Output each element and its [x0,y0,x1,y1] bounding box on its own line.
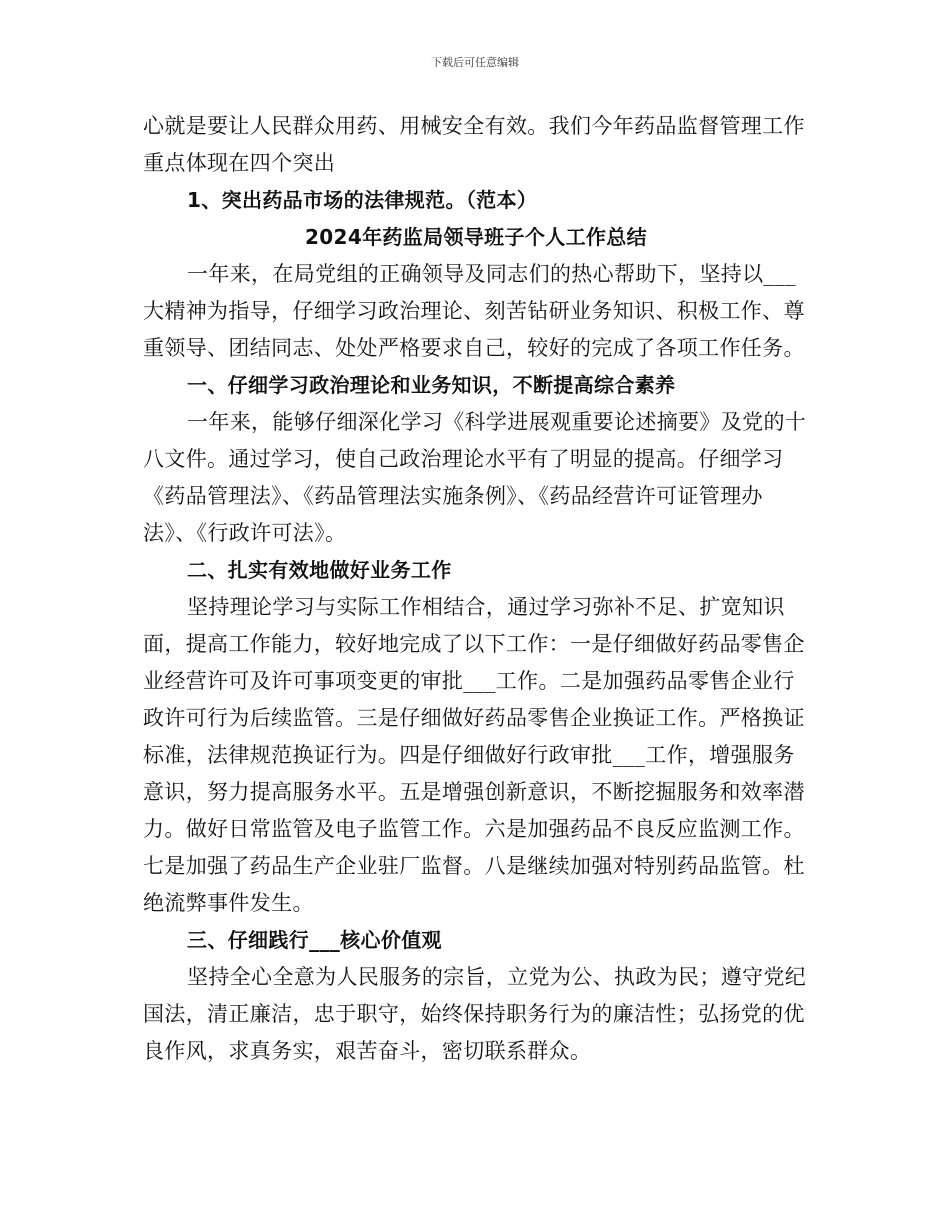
paragraph-work: 坚持理论学习与实际工作相结合，通过学习弥补不足、扩宽知识面，提高工作能力，较好地完成了以下工作：一是仔细做好药品零售企业经营许可及许可事项变更的审批___工作。二是加强药品零售企业行政许可行为后续监管。三是仔细做好药品零售企业换证工作。严格换证标准，法律规范换证行为。四是仔细做好行政审批___工作，增强服务意识，努力提高服务水平。五是增强创新意识，不断挖掘服务和效率潜力。做好日常监管及电子监管工作。六是加强药品不良反应监测工作。七是加强了药品生产企业驻厂监督。八是继续加强对特别药品监管。杜绝流弊事件发生。 [143,595,805,915]
section-heading-3: 三、仔细践行___核心价值观 [187,928,442,952]
document-body [143,108,809,1070]
section-heading-1: 一、仔细学习政治理论和业务知识，不断提高综合素养 [187,373,676,397]
paragraph-study: 一年来，能够仔细深化学习《科学进展观重要论述摘要》及党的十八文件。通过学习，使自己政治理论水平有了明显的提高。仔细学习《药品管理法》、《药品管理法实施条例》、《药品经营许可证管理办法》、《行政许可法》。 [143,410,807,545]
paragraph-overview: 一年来，在局党组的正确领导及同志们的热心帮助下，坚持以___大精神为指导，仔细学习政治理论、刻苦钻研业务知识、积极工作、尊重领导、团结同志、处处严格要求自己，较好的完成了各项工作任务。 [143,262,805,360]
document-title: 2024年药监局领导班子个人工作总结 [305,225,647,249]
paragraph-intro: 心就是要让人民群众用药、用械安全有效。我们今年药品监督管理工作重点体现在四个突出 [143,114,805,175]
page-header: 下载后可任意编辑 [431,56,519,69]
section-heading-legal: 1、突出药品市场的法律规范。（范本） [187,188,538,212]
section-heading-2: 二、扎实有效地做好业务工作 [187,558,452,582]
paragraph-values: 坚持全心全意为人民服务的宗旨，立党为公、执政为民；遵守党纪国法，清正廉洁，忠于职守，始终保持职务行为的廉洁性；弘扬党的优良作风，求真务实，艰苦奋斗，密切联系群众。 [143,965,807,1063]
